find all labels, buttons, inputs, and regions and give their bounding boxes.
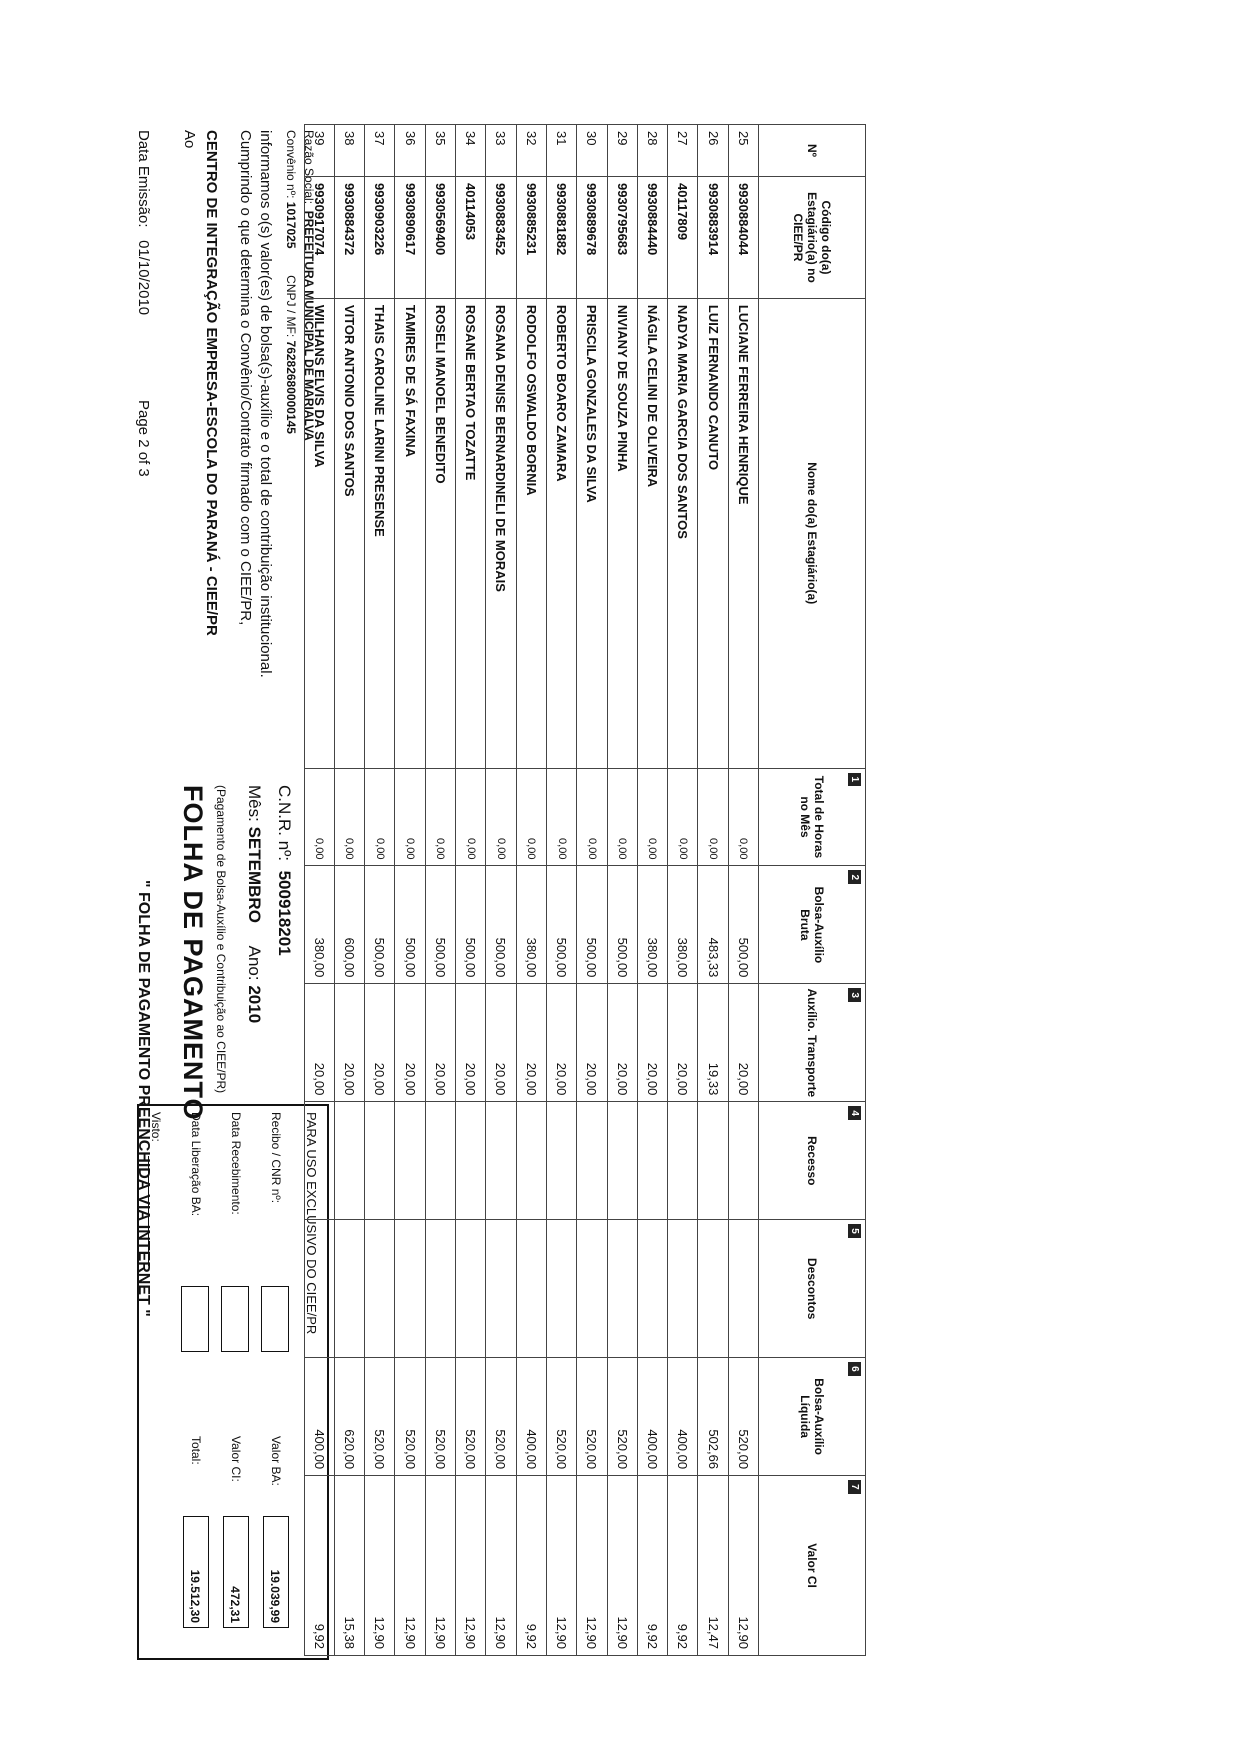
cnpj-label: CNPJ / MF: [284,275,298,338]
cnr [274,785,294,956]
row-recesso [486,1102,516,1220]
row-transporte: 20,00 [486,984,516,1102]
table-row [425,125,455,1656]
row-horas: 0,00 [456,768,486,866]
row-nome: ROSANE BERTAO TOZATTE [456,298,486,768]
row-descontos [395,1220,425,1358]
row-ci: 12,90 [425,1476,455,1656]
row-codigo: 9930883914 [698,176,728,298]
row-nome: ROSANA DENISE BERNARDINELI DE MORAIS [486,298,516,768]
recibo-box [261,1286,289,1352]
row-liquida: 400,00 [516,1358,546,1476]
col-horas-label: Total de Horas no Mês [798,775,826,859]
row-descontos [425,1220,455,1358]
row-recesso [365,1102,395,1220]
razao-value: PREFEITURA MUNICIPAL DE MARIALVA [302,210,316,441]
row-recesso [456,1102,486,1220]
row-num: 27 [668,125,698,177]
row-transporte: 20,00 [637,984,667,1102]
row-recesso [516,1102,546,1220]
row-horas: 0,00 [425,768,455,866]
row-bruta: 483,33 [698,866,728,984]
ciee-box-title: PARA USO EXCLUSIVO DO CIEE/PR [304,1112,319,1335]
ciee-box [137,1104,329,1660]
row-num: 33 [486,125,516,177]
row-nome: TAMIRES DE SÁ FAXINA [395,298,425,768]
row-num: 34 [456,125,486,177]
row-ci: 12,90 [395,1476,425,1656]
row-bruta: 380,00 [304,866,334,984]
row-bruta: 500,00 [365,866,395,984]
valor-ba-label: Valor BA: [269,1436,283,1486]
col-codigo: Código do(a) Estagiário(a) no CIEE/PR [759,176,866,298]
data-emissao-label: Data Emissão: [135,130,152,228]
row-horas: 0,00 [516,768,546,866]
row-codigo: 9930795683 [607,176,637,298]
table-row [456,125,486,1656]
row-recesso [546,1102,576,1220]
row-transporte: 20,00 [668,984,698,1102]
payroll-table [304,124,866,1656]
row-liquida: 520,00 [728,1358,758,1476]
badge-3: 3 [848,988,861,1002]
col-bolsa-bruta-label: Bolsa-Auxílio Bruta [798,886,826,964]
row-ci: 9,92 [668,1476,698,1656]
page-title: FOLHA DE PAGAMENTO [178,785,208,1121]
row-transporte: 19,33 [698,984,728,1102]
mes-label: Mês: [245,785,264,822]
row-ci: 12,47 [698,1476,728,1656]
row-descontos [637,1220,667,1358]
data-recebimento-label: Data Recebimento: [229,1112,243,1215]
row-nome: THAIS CAROLINE LARINI PRESENSE [365,298,395,768]
row-nome: LUCIANE FERREIRA HENRIQUE [728,298,758,768]
row-descontos [304,1220,334,1358]
ao-label: Ao [181,130,198,149]
ano-label: Ano: [245,945,264,981]
row-nome: ROSELI MANOEL BENEDITO [425,298,455,768]
row-descontos [456,1220,486,1358]
destinatario: CENTRO DE INTEGRAÇÃO EMPRESA-ESCOLA DO PARANÁ - CIEE/PR [203,130,220,636]
texto-linha-1: Cumprindo o que determina o Convênio/Contrato firmado com o CIEE/PR, [237,130,254,626]
row-codigo: 9930881882 [546,176,576,298]
data-recebimento-box [221,1286,249,1352]
table-row [607,125,637,1656]
row-num: 39 [304,125,334,177]
row-descontos [365,1220,395,1358]
row-num: 29 [607,125,637,177]
data-liberacao-box [181,1286,209,1352]
row-descontos [334,1220,364,1358]
row-ci: 12,90 [728,1476,758,1656]
col-descontos-label: Descontos [805,1258,819,1320]
row-ci: 12,90 [456,1476,486,1656]
row-nome: VITOR ANTONIO DOS SANTOS [334,298,364,768]
cnr-value: 500918201 [275,870,294,956]
row-codigo: 40114053 [456,176,486,298]
row-liquida: 520,00 [486,1358,516,1476]
col-descontos [759,1220,866,1358]
razao-label: Razão Social: [302,130,316,205]
row-nome: WILHANS ELVIS DA SILVA [304,298,334,768]
badge-1: 1 [848,773,861,787]
row-horas: 0,00 [304,768,334,866]
mes-ano [244,785,264,1023]
row-nome: PRISCILA GONZALES DA SILVA [577,298,607,768]
row-liquida: 520,00 [456,1358,486,1476]
valor-ba-value: 19.039,99 [263,1516,289,1628]
data-liberacao-label: Data Liberação BA: [189,1112,203,1217]
row-horas: 0,00 [728,768,758,866]
row-num: 26 [698,125,728,177]
row-codigo: 9930884044 [728,176,758,298]
row-horas: 0,00 [668,768,698,866]
page-indicator: Page 2 of 3 [135,400,152,477]
row-codigo: 9930884372 [334,176,364,298]
row-recesso [395,1102,425,1220]
row-recesso [668,1102,698,1220]
col-bolsa-liquida-label: Bolsa-Auxílio Líquida [798,1378,826,1455]
row-horas: 0,00 [577,768,607,866]
row-horas: 0,00 [365,768,395,866]
row-horas: 0,00 [607,768,637,866]
col-transporte-label: Auxílio. Transporte [805,988,819,1098]
badge-2: 2 [848,870,861,884]
row-nome: NÁGILA CELINI DE OLIVEIRA [637,298,667,768]
row-nome: ROBERTO BOARO ZAMARA [546,298,576,768]
row-descontos [486,1220,516,1358]
row-horas: 0,00 [637,768,667,866]
row-transporte: 20,00 [516,984,546,1102]
recibo-label: Recibo / CNR nº: [269,1112,283,1204]
table-row [334,125,364,1656]
row-bruta: 380,00 [668,866,698,984]
row-transporte: 20,00 [577,984,607,1102]
convenio-line [284,130,298,434]
row-liquida: 400,00 [637,1358,667,1476]
convenio-value: 1017025 [284,201,298,249]
row-codigo: 9930917074 [304,176,334,298]
row-codigo: 9930903226 [365,176,395,298]
row-liquida: 400,00 [304,1358,334,1476]
data-emissao [135,130,152,315]
row-bruta: 500,00 [395,866,425,984]
row-bruta: 500,00 [607,866,637,984]
row-recesso [728,1102,758,1220]
table-row [365,125,395,1656]
row-descontos [607,1220,637,1358]
row-codigo: 9930889678 [577,176,607,298]
row-liquida: 502,66 [698,1358,728,1476]
row-recesso [637,1102,667,1220]
table-row [395,125,425,1656]
row-num: 30 [577,125,607,177]
row-ci: 12,90 [486,1476,516,1656]
row-liquida: 620,00 [334,1358,364,1476]
badge-6: 6 [848,1362,861,1376]
convenio-label: Convênio nº: [284,130,298,199]
row-transporte: 20,00 [607,984,637,1102]
row-num: 25 [728,125,758,177]
row-horas: 0,00 [486,768,516,866]
table-row [668,125,698,1656]
ano-value: 2010 [245,985,264,1024]
row-nome: NIVIANY DE SOUZA PINHA [607,298,637,768]
row-nome: LUIZ FERNANDO CANUTO [698,298,728,768]
row-num: 38 [334,125,364,177]
col-recesso [759,1102,866,1220]
row-bruta: 500,00 [546,866,576,984]
row-bruta: 500,00 [425,866,455,984]
col-bolsa-liquida [759,1358,866,1476]
row-liquida: 520,00 [395,1358,425,1476]
table-row [728,125,758,1656]
row-horas: 0,00 [546,768,576,866]
row-recesso [334,1102,364,1220]
visto-label: Visto: [149,1112,163,1142]
payroll-table-body [304,125,758,1656]
row-descontos [698,1220,728,1358]
row-transporte: 20,00 [334,984,364,1102]
badge-7: 7 [848,1480,861,1494]
row-bruta: 380,00 [516,866,546,984]
row-horas: 0,00 [395,768,425,866]
row-codigo: 40117809 [668,176,698,298]
col-valor-ci-label: Valor CI [805,1543,819,1588]
row-recesso [698,1102,728,1220]
table-row [546,125,576,1656]
row-codigo: 9930883452 [486,176,516,298]
table-row [698,125,728,1656]
table-row [304,125,334,1656]
texto-linha-2: informamos o(s) valor(es) de bolsa(s)-auxílio e o total de contribuição institucional. [257,130,274,678]
row-bruta: 500,00 [728,866,758,984]
row-descontos [728,1220,758,1358]
row-ci: 12,90 [607,1476,637,1656]
row-nome: RODOLFO OSWALDO BORNIA [516,298,546,768]
valor-ci-label: Valor CI: [229,1436,243,1482]
badge-4: 4 [848,1106,861,1120]
row-bruta: 500,00 [577,866,607,984]
row-num: 36 [395,125,425,177]
col-num: Nº [759,125,866,177]
internet-note: " FOLHA DE PAGAMENTO PREENCHIDA VIA INTERNET " [135,880,152,1317]
badge-5: 5 [848,1224,861,1238]
row-ci: 12,90 [365,1476,395,1656]
row-transporte: 20,00 [395,984,425,1102]
col-recesso-label: Recesso [805,1136,819,1186]
row-nome: NADYA MARIA GARCIA DOS SANTOS [668,298,698,768]
data-emissao-value: 01/10/2010 [135,240,152,316]
row-num: 28 [637,125,667,177]
row-recesso [425,1102,455,1220]
row-ci: 9,92 [516,1476,546,1656]
col-nome: Nome do(a) Estagiário(a) [759,298,866,768]
row-liquida: 520,00 [365,1358,395,1476]
row-descontos [546,1220,576,1358]
row-ci: 12,90 [577,1476,607,1656]
total-value: 19.512,30 [183,1516,209,1628]
row-transporte: 20,00 [365,984,395,1102]
row-num: 31 [546,125,576,177]
row-ci: 9,92 [637,1476,667,1656]
row-ci: 12,90 [546,1476,576,1656]
table-row [486,125,516,1656]
row-descontos [577,1220,607,1358]
row-bruta: 380,00 [637,866,667,984]
table-header-row [759,125,866,1656]
row-ci: 9,92 [304,1476,334,1656]
col-bolsa-bruta [759,866,866,984]
row-num: 35 [425,125,455,177]
col-horas [759,768,866,866]
col-valor-ci [759,1476,866,1656]
row-horas: 0,00 [334,768,364,866]
row-codigo: 9930884440 [637,176,667,298]
row-num: 37 [365,125,395,177]
total-label: Total: [189,1436,203,1465]
mes-value: SETEMBRO [245,826,264,923]
row-liquida: 400,00 [668,1358,698,1476]
row-descontos [516,1220,546,1358]
table-row [516,125,546,1656]
row-descontos [668,1220,698,1358]
row-codigo: 9930569400 [425,176,455,298]
row-transporte: 20,00 [425,984,455,1102]
row-recesso [304,1102,334,1220]
row-horas: 0,00 [698,768,728,866]
row-transporte: 20,00 [304,984,334,1102]
row-transporte: 20,00 [456,984,486,1102]
cnr-label: C.N.R. nº: [275,785,294,862]
row-liquida: 520,00 [425,1358,455,1476]
row-liquida: 520,00 [607,1358,637,1476]
row-transporte: 20,00 [546,984,576,1102]
row-codigo: 9930890617 [395,176,425,298]
table-row [577,125,607,1656]
valor-ci-value: 472,31 [223,1516,249,1628]
row-bruta: 500,00 [456,866,486,984]
row-transporte: 20,00 [728,984,758,1102]
table-row [637,125,667,1656]
row-bruta: 500,00 [486,866,516,984]
visto-line [148,1156,149,1266]
row-bruta: 600,00 [334,866,364,984]
row-recesso [577,1102,607,1220]
row-recesso [607,1102,637,1220]
row-liquida: 520,00 [577,1358,607,1476]
row-codigo: 9930885231 [516,176,546,298]
row-ci: 15,38 [334,1476,364,1656]
row-num: 32 [516,125,546,177]
col-transporte [759,984,866,1102]
page-subtitle: (Pagamento de Bolsa-Auxílio e Contribuição ao CIEE/PR) [214,785,228,1094]
row-liquida: 520,00 [546,1358,576,1476]
cnpj-value: 76282680000145 [284,340,298,434]
